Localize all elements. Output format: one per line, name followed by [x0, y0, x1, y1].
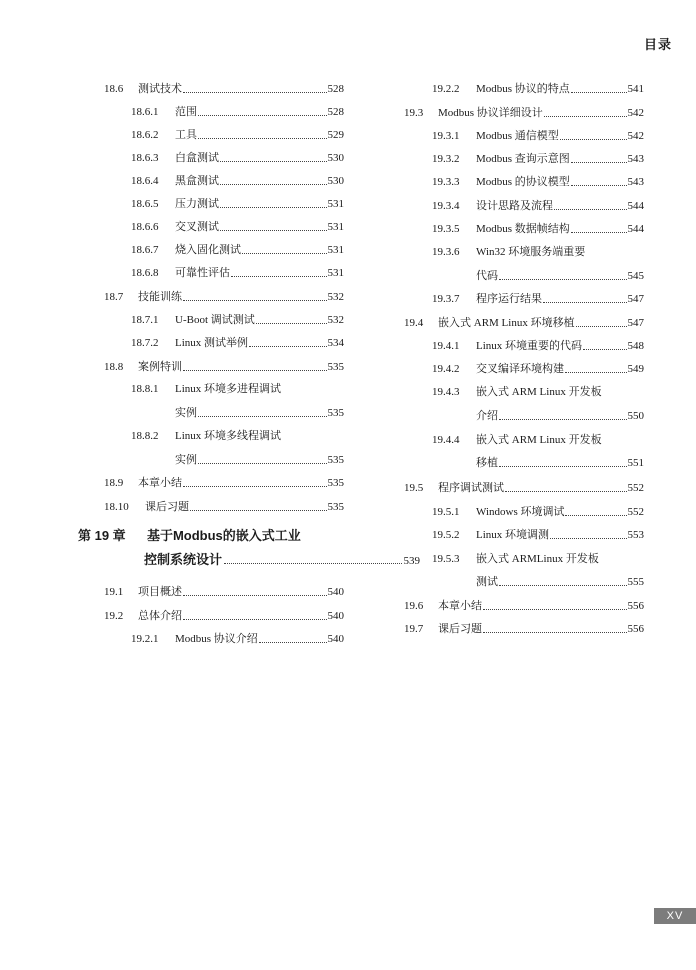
leader-dots [224, 563, 401, 564]
toc-entry[interactable] [131, 243, 344, 257]
toc-entry-page-number: 550 [627, 410, 644, 422]
toc-entry-number: 18.10 [104, 501, 129, 513]
toc-entry-continuation[interactable] [175, 453, 344, 467]
leader-dots [505, 490, 627, 492]
toc-entry[interactable] [432, 433, 644, 447]
toc-entry-title: 嵌入式 ARM Linux 开发板 [476, 434, 602, 446]
toc-entry-page-number: 556 [627, 600, 644, 612]
toc-entry-number: 19.5.2 [432, 529, 460, 541]
leader-dots [198, 137, 327, 139]
toc-entry-number: 18.6 [104, 83, 124, 95]
toc-entry-title: Modbus 协议的特点 [476, 83, 570, 95]
chapter-label: 第 19 章 [78, 528, 126, 543]
toc-entry-number: 18.7.2 [131, 337, 159, 349]
toc-entry-title: 本章小结 [138, 477, 182, 489]
toc-entry-number: 18.6.7 [131, 244, 159, 256]
toc-entry-page-number: 544 [627, 223, 644, 235]
toc-entry-continuation[interactable] [476, 269, 644, 283]
leader-dots [499, 584, 627, 586]
toc-entry[interactable] [432, 292, 644, 306]
toc-entry-title: 嵌入式 ARMLinux 开发板 [476, 553, 599, 565]
toc-entry-number: 19.5.1 [432, 506, 460, 518]
toc-entry-page-number: 552 [627, 506, 644, 518]
toc-entry[interactable] [131, 197, 344, 211]
leader-dots [198, 114, 327, 116]
toc-entry[interactable] [131, 632, 344, 646]
toc-entry[interactable] [432, 528, 644, 542]
toc-entry-continuation[interactable] [175, 406, 344, 420]
leader-dots [483, 631, 627, 633]
toc-entry[interactable] [104, 290, 344, 304]
leader-dots [571, 184, 627, 186]
toc-entry-title: Linux 环境多进程调试 [175, 383, 282, 395]
page-header-title: 目录 [644, 37, 673, 52]
toc-entry-number: 19.3.2 [432, 153, 460, 165]
toc-entry-page-number: 548 [627, 340, 644, 352]
toc-entry-number: 18.6.5 [131, 198, 159, 210]
toc-entry-title: 程序调试测试 [438, 482, 504, 494]
leader-dots [560, 138, 627, 140]
toc-entry-title: U-Boot 调试测试 [175, 314, 255, 326]
toc-entry[interactable] [104, 476, 344, 490]
toc-entry-title: 工具 [175, 129, 197, 141]
toc-entry-number: 18.9 [104, 477, 124, 489]
toc-entry-title: 压力测试 [175, 198, 219, 210]
toc-entry-title: Linux 测试举例 [175, 337, 249, 349]
toc-entry[interactable] [432, 245, 644, 259]
toc-entry-title: 嵌入式 ARM Linux 环境移植 [438, 317, 575, 329]
leader-dots [220, 183, 327, 185]
toc-entry-number: 19.6 [404, 600, 424, 612]
toc-entry-number: 19.5 [404, 482, 424, 494]
toc-entry[interactable] [131, 128, 344, 142]
toc-entry[interactable] [432, 152, 644, 166]
toc-entry[interactable] [131, 313, 344, 327]
leader-dots [550, 537, 626, 539]
chapter-title-line1: 基于Modbus的嵌入式工业 [146, 528, 301, 543]
toc-entry-title: 交叉编译环境构建 [476, 363, 564, 375]
toc-entry-page-number: 535 [327, 477, 344, 489]
toc-entry-page-number: 547 [627, 317, 644, 329]
toc-entry[interactable] [404, 316, 644, 330]
toc-entry-page-number: 543 [627, 176, 644, 188]
toc-entry-title: Modbus 数据帧结构 [476, 223, 570, 235]
toc-entry[interactable] [131, 429, 344, 443]
toc-entry-title: 烧入固化测试 [175, 244, 241, 256]
toc-entry-number: 19.4.2 [432, 363, 460, 375]
toc-entry-page-number: 541 [627, 83, 644, 95]
toc-entry-page-number: 547 [627, 293, 644, 305]
toc-entry-title: Modbus 查询示意图 [476, 153, 570, 165]
leader-dots [198, 462, 327, 464]
toc-entry-number: 19.7 [404, 623, 424, 635]
toc-entry[interactable] [131, 220, 344, 234]
toc-entry-number: 19.5.3 [432, 553, 460, 565]
toc-entry-page-number: 535 [327, 501, 344, 513]
toc-entry-title: 测试技术 [138, 83, 182, 95]
toc-entry-page-number: 532 [327, 314, 344, 326]
toc-entry-number: 19.3.4 [432, 200, 460, 212]
toc-entry[interactable] [404, 106, 644, 120]
toc-entry-number: 18.6.1 [131, 106, 159, 118]
toc-entry-number: 19.4 [404, 317, 424, 329]
toc-entry[interactable] [131, 105, 344, 119]
toc-entry-page-number: 528 [327, 83, 344, 95]
toc-entry-number: 18.7 [104, 291, 124, 303]
toc-entry-number: 18.6.6 [131, 221, 159, 233]
leader-dots [231, 275, 327, 277]
toc-entry[interactable] [104, 585, 344, 599]
toc-entry-title: 案例特训 [138, 361, 182, 373]
toc-entry-title: 课后习题 [438, 623, 482, 635]
toc-entry-number: 19.2 [104, 610, 124, 622]
leader-dots [499, 418, 627, 420]
toc-entry-number: 19.3.5 [432, 223, 460, 235]
toc-entry-continuation[interactable] [476, 456, 644, 470]
toc-entry[interactable] [432, 552, 644, 566]
toc-entry-title: 本章小结 [438, 600, 482, 612]
toc-entry-title: Modbus 的协议模型 [476, 176, 570, 188]
toc-entry-number: 18.8 [104, 361, 124, 373]
toc-entry-title: 设计思路及流程 [476, 200, 553, 212]
toc-entry-title: 移植 [476, 457, 498, 469]
toc-entry-number: 18.6.3 [131, 152, 159, 164]
toc-entry-number: 18.6.2 [131, 129, 159, 141]
toc-entry-title: Linux 环境重要的代码 [476, 340, 583, 352]
toc-entry-title: 课后习题 [145, 501, 189, 513]
toc-entry-page-number: 531 [327, 267, 344, 279]
toc-entry-page-number: 535 [327, 361, 344, 373]
leader-dots [183, 594, 327, 596]
toc-entry[interactable] [404, 599, 644, 613]
toc-entry-number: 18.8.1 [131, 383, 159, 395]
toc-entry-page-number: 549 [627, 363, 644, 375]
toc-entry-page-number: 535 [327, 407, 344, 419]
toc-entry[interactable] [432, 505, 644, 519]
toc-entry-title: 测试 [476, 576, 498, 588]
toc-entry-number: 19.3.6 [432, 246, 460, 258]
toc-entry-title: 实例 [175, 407, 197, 419]
toc-entry-number: 19.3.3 [432, 176, 460, 188]
toc-entry-title: Linux 环境调测 [476, 529, 550, 541]
leader-dots [543, 301, 627, 303]
toc-entry-continuation[interactable] [476, 409, 644, 423]
toc-entry-title: 实例 [175, 454, 197, 466]
toc-entry-title: Modbus 协议介绍 [175, 633, 258, 645]
leader-dots [183, 299, 327, 301]
toc-entry-title: 嵌入式 ARM Linux 开发板 [476, 386, 602, 398]
toc-entry-number: 19.1 [104, 586, 124, 598]
leader-dots [499, 278, 627, 280]
toc-entry-title: 交叉测试 [175, 221, 219, 233]
leader-dots [565, 514, 626, 516]
toc-entry-page-number: 553 [627, 529, 644, 541]
toc-entry[interactable] [131, 382, 344, 396]
toc-entry[interactable] [104, 500, 344, 514]
toc-entry[interactable] [104, 82, 344, 96]
toc-entry[interactable] [432, 175, 644, 189]
toc-entry[interactable] [432, 339, 644, 353]
toc-entry-page-number: 529 [327, 129, 344, 141]
leader-dots [220, 206, 327, 208]
toc-entry-page-number: 542 [627, 107, 644, 119]
leader-dots [554, 208, 627, 210]
toc-entry-title: 可靠性评估 [175, 267, 230, 279]
toc-entry-title: Windows 环境调试 [476, 506, 565, 518]
leader-dots [565, 371, 627, 373]
toc-entry-page-number: 545 [627, 270, 644, 282]
chapter-heading[interactable] [78, 527, 420, 567]
toc-entry-page-number: 532 [327, 291, 344, 303]
toc-entry[interactable] [131, 151, 344, 165]
toc-entry-title: 技能训练 [138, 291, 182, 303]
toc-entry-page-number: 540 [327, 610, 344, 622]
toc-entry-number: 19.4.4 [432, 434, 460, 446]
toc-entry-page-number: 552 [627, 482, 644, 494]
toc-entry[interactable] [104, 360, 344, 374]
toc-entry-number: 18.6.8 [131, 267, 159, 279]
toc-entry-page-number: 531 [327, 198, 344, 210]
toc-entry-title: 黑盒测试 [175, 175, 219, 187]
toc-entry-number: 18.6.4 [131, 175, 159, 187]
leader-dots [583, 348, 626, 350]
toc-entry[interactable] [104, 609, 344, 623]
toc-entry-title: 介绍 [476, 410, 498, 422]
toc-entry-page-number: 540 [327, 586, 344, 598]
leader-dots [544, 115, 627, 117]
toc-entry-number: 19.3 [404, 107, 424, 119]
toc-entry-number: 19.3.1 [432, 130, 460, 142]
toc-entry-page-number: 531 [327, 221, 344, 233]
toc-entry-page-number: 530 [327, 175, 344, 187]
toc-entry-page-number: 531 [327, 244, 344, 256]
toc-entry-page-number: 551 [627, 457, 644, 469]
leader-dots [259, 641, 327, 643]
toc-entry[interactable] [432, 82, 644, 96]
toc-entry-title: Modbus 通信模型 [476, 130, 559, 142]
toc-entry-title: 范围 [175, 106, 197, 118]
toc-entry-page-number: 542 [627, 130, 644, 142]
toc-entry-page-number: 555 [627, 576, 644, 588]
toc-entry-title: Modbus 协议详细设计 [438, 107, 543, 119]
toc-entry[interactable] [131, 336, 344, 350]
leader-dots [499, 465, 627, 467]
leader-dots [571, 231, 627, 233]
leader-dots [183, 618, 327, 620]
toc-entry-page-number: 540 [327, 633, 344, 645]
toc-entry-number: 19.4.1 [432, 340, 460, 352]
toc-entry[interactable] [432, 129, 644, 143]
toc-entry-page-number: 544 [627, 200, 644, 212]
toc-entry-continuation[interactable] [476, 575, 644, 589]
toc-entry-number: 18.7.1 [131, 314, 159, 326]
toc-entry[interactable] [404, 481, 644, 495]
toc-entry-number: 19.3.7 [432, 293, 460, 305]
leader-dots [256, 322, 327, 324]
toc-entry-title: Win32 环境服务端重要 [476, 246, 586, 258]
leader-dots [220, 229, 327, 231]
toc-entry-title: 项目概述 [138, 586, 182, 598]
toc-entry[interactable] [131, 174, 344, 188]
leader-dots [183, 369, 327, 371]
leader-dots [242, 252, 327, 254]
toc-entry[interactable] [404, 622, 644, 636]
page-number-badge: XV [654, 908, 696, 924]
leader-dots [571, 161, 627, 163]
toc-entry-page-number: 535 [327, 454, 344, 466]
leader-dots [198, 415, 327, 417]
toc-entry-title: 代码 [476, 270, 498, 282]
toc-entry[interactable] [131, 266, 344, 280]
toc-entry[interactable] [432, 199, 644, 213]
leader-dots [571, 91, 627, 93]
toc-entry-title: 总体介绍 [138, 610, 182, 622]
leader-dots [190, 509, 327, 511]
toc-entry[interactable] [432, 222, 644, 236]
toc-entry-page-number: 556 [627, 623, 644, 635]
toc-entry-number: 18.8.2 [131, 430, 159, 442]
chapter-page-number: 539 [403, 555, 420, 567]
leader-dots [220, 160, 327, 162]
leader-dots [183, 485, 327, 487]
toc-entry[interactable] [432, 362, 644, 376]
toc-entry-page-number: 543 [627, 153, 644, 165]
toc-entry-number: 19.4.3 [432, 386, 460, 398]
toc-entry[interactable] [432, 385, 644, 399]
toc-entry-number: 19.2.2 [432, 83, 460, 95]
toc-entry-page-number: 534 [327, 337, 344, 349]
toc-entry-page-number: 528 [327, 106, 344, 118]
toc-entry-title: 程序运行结果 [476, 293, 542, 305]
leader-dots [483, 608, 627, 610]
leader-dots [183, 91, 327, 93]
leader-dots [249, 345, 326, 347]
toc-entry-page-number: 530 [327, 152, 344, 164]
toc-entry-title: Linux 环境多线程调试 [175, 430, 282, 442]
leader-dots [576, 325, 627, 327]
toc-entry-number: 19.2.1 [131, 633, 159, 645]
toc-entry-title: 白盒测试 [175, 152, 219, 164]
chapter-title-line2: 控制系统设计 [144, 552, 223, 567]
